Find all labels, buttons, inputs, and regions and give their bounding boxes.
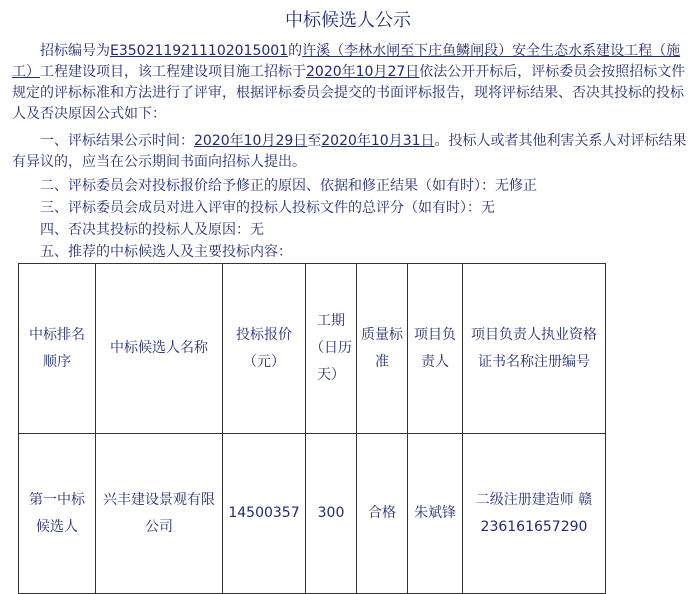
- intro-text-1: 招标编号为: [40, 43, 110, 59]
- item-1-text-3: 。投标人或者其他利害关系人对评标结果有异议的，应当在公示期间书面向招标人提出。: [12, 133, 687, 170]
- item-1-text-1: 一、评标结果公示时间：: [40, 133, 194, 149]
- intro-text-4: 依法公开开标后，评标委员会按照招标文件规定的评标标准和方法进行了评审，根据评标委员会提交的书面评标报告，现将评标结果、否决其投标的投标人及否决原因公式如下：: [12, 64, 686, 122]
- item-1: [12, 131, 688, 173]
- intro-text-2: 的: [288, 43, 303, 59]
- cell-rank: 第一中标候选人: [19, 434, 96, 594]
- table-row: [19, 434, 606, 594]
- header-project-manager: 项目负责人: [408, 264, 463, 434]
- candidate-table: [18, 263, 606, 594]
- publicity-end-date: 2020年10月31日: [321, 133, 435, 149]
- header-quality: 质量标准: [357, 264, 408, 434]
- item-3: [12, 198, 688, 219]
- item-5: [12, 242, 688, 263]
- cell-candidate-name: 兴丰建设景观有限公司: [96, 434, 223, 594]
- item-5-text: 五、推荐的中标候选人及主要投标内容：: [40, 244, 292, 260]
- item-2-text: 二、评标委员会对投标报价给予修正的原因、依据和修正结果（如有时）：无修正: [40, 178, 537, 194]
- header-certificate: 项目负责人执业资格证书名称注册编号: [463, 264, 606, 434]
- table-header-row: [19, 264, 606, 434]
- publicity-start-date: 2020年10月29日: [194, 133, 308, 149]
- intro-paragraph: [12, 41, 688, 125]
- header-rank: 中标排名顺序: [19, 264, 96, 434]
- page-title: 中标候选人公示: [285, 10, 411, 31]
- cell-duration: 300: [306, 434, 357, 594]
- cell-certificate: 二级注册建造师 赣236161657290: [463, 434, 606, 594]
- item-1-text-2: 至: [307, 133, 322, 149]
- header-duration: 工期（日历天）: [306, 264, 357, 434]
- cell-bid-price: 14500357: [223, 434, 306, 594]
- open-date: 2020年10月27日: [306, 64, 420, 80]
- cell-project-manager: 朱斌锋: [408, 434, 463, 594]
- header-candidate-name: 中标候选人名称: [96, 264, 223, 434]
- project-name: 许溪（李林水闸至下庄鱼鳞闸段）安全生态水系建设工程（施工）: [12, 43, 681, 80]
- tender-code: E3502119211102015001: [110, 43, 289, 59]
- intro-text-3: 工程建设项目，该工程建设项目施工招标于: [40, 64, 306, 80]
- item-4-text: 四、否决其投标的投标人及原因：无: [40, 222, 264, 238]
- cell-quality: 合格: [357, 434, 408, 594]
- header-bid-price: 投标报价（元）: [223, 264, 306, 434]
- item-4: [12, 220, 688, 241]
- item-3-text: 三、评标委员会成员对进入评审的投标人投标文件的总评分（如有时）：无: [40, 200, 495, 216]
- item-2: [12, 176, 688, 197]
